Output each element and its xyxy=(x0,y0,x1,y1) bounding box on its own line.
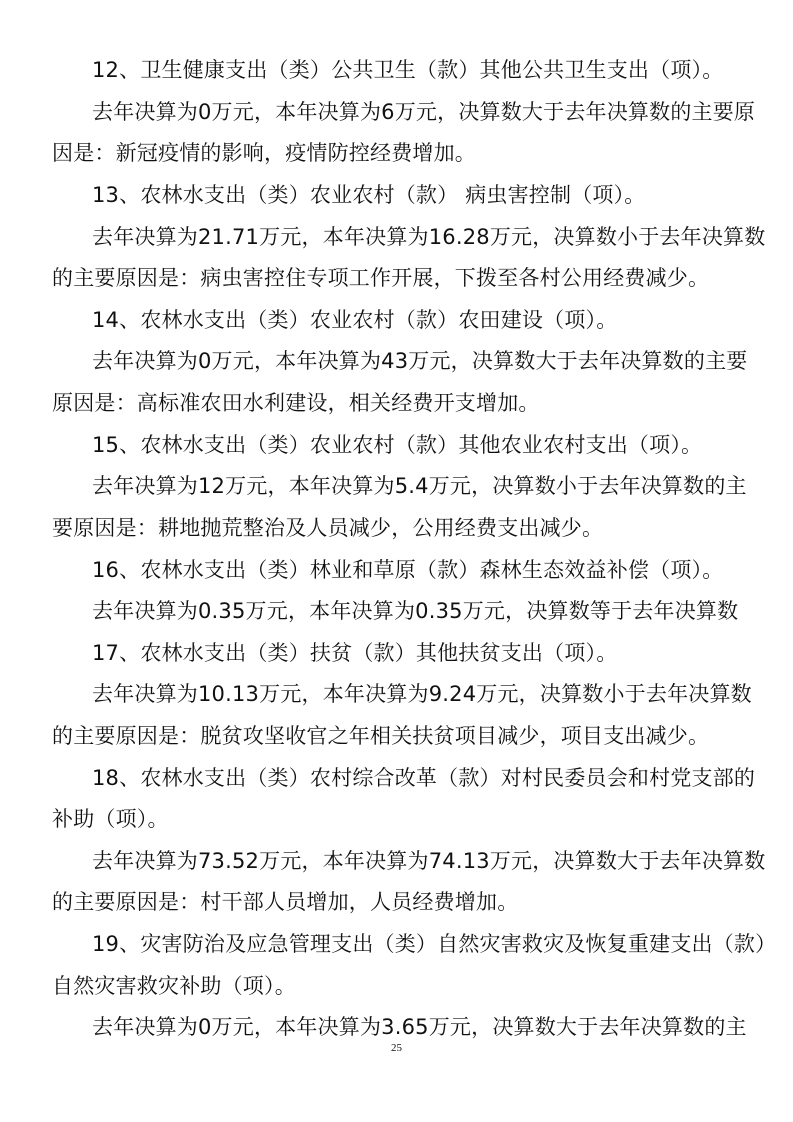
item-12-text-line-2: 因是：新冠疫情的影响，疫情防控经费增加。 xyxy=(52,141,476,165)
item-19-heading-line-2: 自然灾害救灾补助（项）。 xyxy=(52,974,296,998)
item-14-heading: 14、农林水支出（类）农业农村（款）农田建设（项）。 xyxy=(92,308,618,332)
item-18-text-line-1: 去年决算为73.52万元，本年决算为74.13万元，决算数大于去年决算数 xyxy=(92,849,766,873)
item-18-text-line-2: 的主要原因是：村干部人员增加，人员经费增加。 xyxy=(52,890,519,914)
item-19-text-line-1: 去年决算为0万元，本年决算为3.65万元，决算数大于去年决算数的主 xyxy=(92,1015,747,1039)
item-15-heading: 15、农林水支出（类）农业农村（款）其他农业农村支出（项）。 xyxy=(92,433,703,457)
item-17-text-line-2: 的主要原因是：脱贫攻坚收官之年相关扶贫项目减少，项目支出减少。 xyxy=(52,724,710,748)
item-17-text-line-1: 去年决算为10.13万元，本年决算为9.24万元，决算数小于去年决算数 xyxy=(92,682,752,706)
item-15-text-line-2: 要原因是：耕地抛荒整治及人员减少，公用经费支出减少。 xyxy=(52,516,604,540)
item-18-heading-line-1: 18、农林水支出（类）农村综合改革（款）对村民委员会和村党支部的 xyxy=(92,766,756,790)
item-17-heading: 17、农林水支出（类）扶贫（款）其他扶贫支出（项）。 xyxy=(92,641,618,665)
item-13-text-line-1: 去年决算为21.71万元，本年决算为16.28万元，决算数小于去年决算数 xyxy=(92,225,766,249)
item-14-text-line-1: 去年决算为0万元，本年决算为43万元，决算数大于去年决算数的主要 xyxy=(92,349,748,373)
item-12-text-line-1: 去年决算为0万元，本年决算为6万元，决算数大于去年决算数的主要原 xyxy=(92,100,756,124)
item-18-heading-line-2: 补助（项）。 xyxy=(52,807,169,831)
item-12-heading: 12、卫生健康支出（类）公共卫生（款）其他公共卫生支出（项）。 xyxy=(92,58,724,82)
item-16-text-line-1: 去年决算为0.35万元，本年决算为0.35万元，决算数等于去年决算数 xyxy=(92,599,739,623)
item-14-text-line-2: 原因是：高标准农田水利建设，相关经费开支增加。 xyxy=(52,391,540,415)
page-number: 25 xyxy=(391,1042,402,1054)
item-19-heading-line-1: 19、灾害防治及应急管理支出（类）自然灾害救灾及恢复重建支出（款） xyxy=(92,932,777,956)
item-13-text-line-2: 的主要原因是：病虫害控住专项工作开展，下拨至各村公用经费减少。 xyxy=(52,266,710,290)
item-13-heading: 13、农林水支出（类）农业农村（款） 病虫害控制（项）。 xyxy=(92,183,646,207)
item-15-text-line-1: 去年决算为12万元，本年决算为5.4万元，决算数小于去年决算数的主 xyxy=(92,474,747,498)
item-16-heading: 16、农林水支出（类）林业和草原（款）森林生态效益补偿（项）。 xyxy=(92,558,724,582)
